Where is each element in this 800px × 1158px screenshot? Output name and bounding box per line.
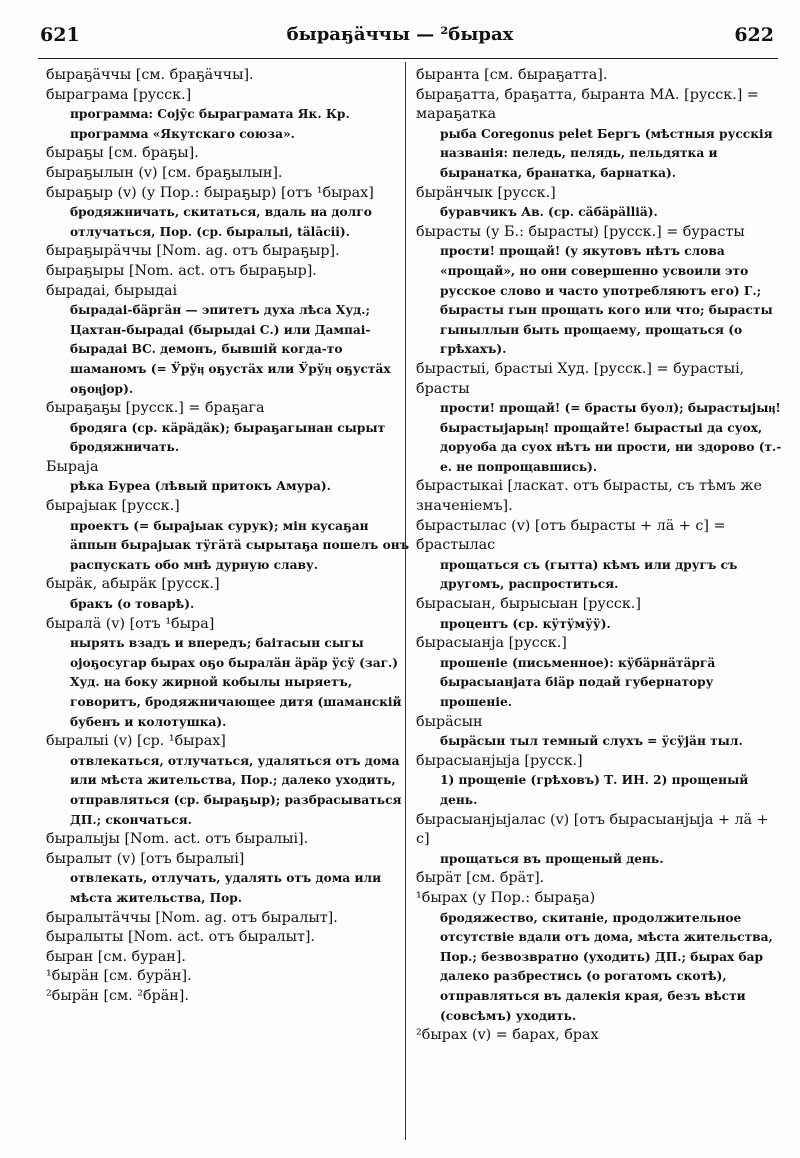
entry-headword: бырадаі, бырыдаі bbox=[46, 282, 178, 299]
left-column bbox=[46, 66, 414, 1007]
entry-headword: бырасыан, бырысыан [русск.] bbox=[416, 596, 641, 613]
entry-headword: быраҕылын (v) [см. браҕылын]. bbox=[46, 164, 283, 181]
dictionary-entry bbox=[46, 948, 414, 968]
dictionary-entry bbox=[416, 634, 784, 712]
entry-definition: бродяжество, скитаніе, продолжительное отсутствіе вдали отъ дома, мѣста жительства, Пор.; безвозвратно (уходить) ДП.; бырах бар далеко разбрестись (о рогатомъ скотѣ), отправляться въ далекія края, безъ вѣсти (совсѣмъ) уходить. bbox=[440, 910, 773, 1023]
entry-definition: бракъ (о товарѣ). bbox=[70, 597, 195, 612]
dictionary-entry bbox=[46, 987, 414, 1007]
entry-headword: Бырaja bbox=[46, 458, 99, 475]
entry-headword: бырасыанјыја [русск.] bbox=[416, 752, 583, 769]
dictionary-entry bbox=[46, 144, 414, 164]
entry-headword: ¹бырӓн [см. бурӓн]. bbox=[46, 968, 192, 985]
dictionary-entry bbox=[46, 575, 414, 614]
entry-headword: быран [см. буран]. bbox=[46, 948, 186, 965]
entry-headword: быралыі (v) [ср. ¹бырах] bbox=[46, 733, 226, 750]
entry-headword: ²бырах (v) = барах, брах bbox=[416, 1027, 599, 1044]
dictionary-entry bbox=[46, 184, 414, 243]
entry-headword: быраҕыр (v) (у Пор.: быраҕыр) [отъ ¹бырах] bbox=[46, 184, 374, 201]
dictionary-entry bbox=[416, 360, 784, 478]
entry-definition: программа: Сојӯс быраграмата Як. Кр. программа «Якутскаго союза». bbox=[70, 107, 350, 141]
entry-definition: отвлекать, отлучать, удалять отъ дома или мѣста жительства, Пор. bbox=[70, 871, 382, 905]
dictionary-entry bbox=[46, 242, 414, 262]
entry-headword: быралыты [Nom. act. отъ быралыт]. bbox=[46, 929, 315, 946]
entry-headword: ²бырӓн [см. ²брӓн]. bbox=[46, 987, 189, 1004]
dictionary-entry bbox=[416, 184, 784, 223]
entry-definition: бырадаі-бӓргӓн — эпитетъ духа лѣса Худ.; Цахтан-бырадаі (бырыдаі С.) или Дампаі-бырадаі ВС. демонъ, бывшій когда-то шаманомъ (= Ӱрӱӊ оҕустӓх или Ӱрӱӊ оҕустӓх оҕоӊјор). bbox=[70, 303, 391, 396]
dictionary-entry bbox=[46, 732, 414, 830]
right-column bbox=[416, 66, 784, 1046]
dictionary-entry bbox=[46, 850, 414, 909]
dictionary-entry bbox=[416, 477, 784, 516]
running-title: быраҕӓччы — ²бырах bbox=[286, 24, 514, 45]
entry-definition: буравчикъ Ав. (ср. сӓбӓрӓllіӓ). bbox=[440, 205, 658, 220]
dictionary-entry bbox=[416, 869, 784, 889]
dictionary-entry bbox=[416, 595, 784, 634]
entry-headword: быралытӓччы [Nom. ag. отъ быралыт]. bbox=[46, 909, 338, 926]
entry-headword: бырајыак [русск.] bbox=[46, 498, 180, 515]
entry-headword: бырасыанјыјалас (v) [отъ бырасыанјыја + лӓ + с] bbox=[416, 811, 769, 848]
dictionary-entry bbox=[416, 66, 784, 86]
entry-headword: быралыјы [Nom. act. отъ быралыі]. bbox=[46, 831, 309, 848]
entry-headword: быраҕаҕы [русск.] = браҕага bbox=[46, 400, 265, 417]
dictionary-entry bbox=[46, 615, 414, 733]
entry-definition: проектъ (= бырајыак сурук); мін кусаҕан ӓппын бырајыак тӱгӓтӓ сырытаҕа пошелъ онъ распускать обо мнѣ дурную славу. bbox=[70, 518, 410, 572]
entry-headword: бырӓк, абырӓк [русск.] bbox=[46, 576, 220, 593]
entry-definition: процентъ (ср. кӱтӱмӱӱ). bbox=[440, 616, 611, 631]
entry-headword: быраҕыры [Nom. act. отъ быраҕыр]. bbox=[46, 262, 317, 279]
page-number-right: 622 bbox=[734, 24, 774, 46]
entry-definition: бырӓсын тыл темный слухъ = ӱсӱјӓн тыл. bbox=[440, 734, 743, 749]
entry-definition: бродяга (ср. кӓрӓдӓк); быраҕагынан сырыт бродяжничать. bbox=[70, 420, 386, 455]
dictionary-entry bbox=[416, 811, 784, 870]
dictionary-entry bbox=[416, 1026, 784, 1046]
entry-definition: 1) прощеніе (грѣховъ) Т. ИН. 2) прощеный день. bbox=[440, 773, 749, 807]
dictionary-entry bbox=[46, 86, 414, 145]
entry-headword: бырастыі, брастыі Худ. [русск.] = бурастыі, брасты bbox=[416, 360, 745, 397]
entry-headword: бырасты (у Б.: бырасты) [русск.] = бурасты bbox=[416, 223, 745, 240]
entry-headword: бырасыанја [русск.] bbox=[416, 635, 567, 652]
dictionary-entry bbox=[46, 66, 414, 86]
entry-definition: прошеніе (письменное): кӱбӓрнӓтӓргӓ бырасыанјата біӓр подай губернатору прошеніе. bbox=[440, 655, 716, 709]
page-number-left: 621 bbox=[40, 24, 80, 46]
entry-headword: бырӓт [см. брӓт]. bbox=[416, 870, 545, 887]
dictionary-entry bbox=[46, 909, 414, 929]
entry-headword: быраграма [русск.] bbox=[46, 86, 192, 103]
entry-definition: прощаться съ (гытта) кѣмъ или другъ съ другомъ, распроститься. bbox=[440, 557, 738, 592]
entry-headword: быраҕӓччы [см. браҕӓччы]. bbox=[46, 67, 254, 83]
entry-headword: быралыт (v) [отъ быралыі] bbox=[46, 850, 245, 867]
header-rule bbox=[38, 58, 778, 59]
entry-headword: ¹бырах (у Пор.: быраҕа) bbox=[416, 889, 596, 906]
page-header bbox=[0, 0, 800, 60]
dictionary-entry bbox=[46, 399, 414, 458]
entry-headword: быраҕатта, браҕатта, быранта МА. [русск.] = мараҕатка bbox=[416, 86, 759, 123]
entry-headword: бырастылас (v) [отъ бырасты + лӓ + с] = брастылас bbox=[416, 517, 726, 554]
dictionary-entry bbox=[46, 262, 414, 282]
dictionary-entry bbox=[46, 497, 414, 575]
entry-headword: быралӓ (v) [отъ ¹быра] bbox=[46, 615, 215, 632]
entry-definition: рѣка Буреа (лѣвый притокъ Амура). bbox=[70, 479, 331, 494]
entry-definition: прощаться въ прощеный день. bbox=[440, 851, 664, 866]
entry-headword: бырӓсын bbox=[416, 713, 483, 730]
dictionary-entry bbox=[416, 223, 784, 360]
entry-headword: быраҕы [см. браҕы]. bbox=[46, 145, 199, 162]
dictionary-entry bbox=[46, 458, 414, 497]
dictionary-entry bbox=[416, 517, 784, 595]
entry-headword: быранта [см. быраҕатта]. bbox=[416, 67, 608, 83]
entry-definition: нырять взадъ и впередъ; баітасын сыгы ојоҕосугар бырах оҕо быралӓн ӓрӓр ӱсӱ (заг.) Худ. на боку жирной кобылы ныряетъ, говоритъ, бродяжничающее дитя (шаманскій бубенъ и колотушка). bbox=[70, 636, 402, 729]
entry-definition: отвлекаться, отлучаться, удаляться отъ дома или мѣста жительства, Пор.; далеко уходить, отправляться (ср. быраҕыр); разбрасываться ДП.; скончаться. bbox=[70, 753, 402, 827]
dictionary-entry bbox=[416, 752, 784, 811]
dictionary-entry bbox=[46, 928, 414, 948]
entry-headword: бырастыкаі [ласкат. отъ бырасты, съ тѣмъ же значеніемъ]. bbox=[416, 478, 762, 515]
dictionary-entry bbox=[46, 282, 414, 400]
entry-headword: быраҕырӓччы [Nom. ag. отъ быраҕыр]. bbox=[46, 243, 340, 260]
dictionary-entry bbox=[46, 830, 414, 850]
entry-definition: прости! прощай! (у якутовъ нѣтъ слова «прощай», но они совершенно усвоили это русское слово и часто употребляютъ его) Г.; бырасты гын прощать кого или что; бырасты гыныллын быть прощаему, прощаться (о грѣхахъ). bbox=[440, 244, 773, 357]
dictionary-entry bbox=[46, 967, 414, 987]
entry-definition: бродяжничать, скитаться, вдаль на долго отлучаться, Пор. (ср. быралыі, tälācii). bbox=[70, 205, 372, 239]
dictionary-entry bbox=[416, 713, 784, 752]
entry-definition: рыба Coregonus pelet Бергъ (мѣстныя русскія названія: пеледь, пелядь, пельдятка и быранатка, бранатка, барнатка). bbox=[440, 126, 773, 180]
dictionary-entry bbox=[416, 889, 784, 1026]
entry-definition: прости! прощай! (= брасты буол); бырастыјыӊ! бырастыјарыӊ! прощайте! бырастыі да суох, доруоба да суох нѣтъ ни прости, ни здорово (т.-е. не попрощавшись). bbox=[440, 401, 782, 474]
dictionary-entry bbox=[46, 164, 414, 184]
entry-headword: бырӓнчык [русск.] bbox=[416, 184, 556, 201]
dictionary-entry bbox=[416, 86, 784, 184]
